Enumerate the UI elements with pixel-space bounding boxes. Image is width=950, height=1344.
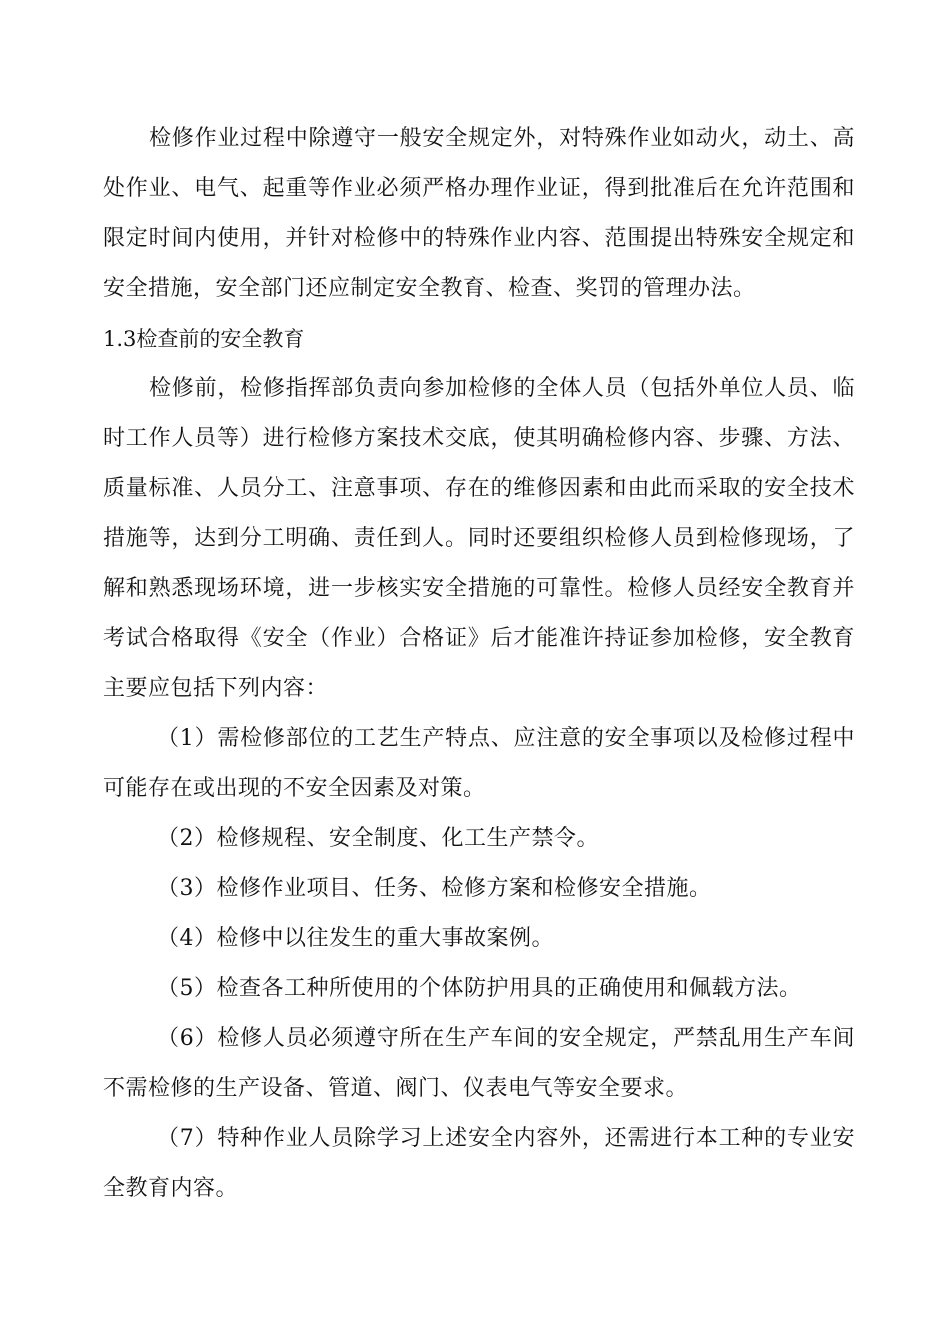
document-body (103, 114, 855, 1214)
list-item-2: （2）检修规程、安全制度、化工生产禁令。 (157, 826, 599, 851)
list-item-6: （6）检修人员必须遵守所在生产车间的安全规定，严禁乱用生产车间不需检修的生产设备、管道、阀门、仪表电气等安全要求。 (103, 1026, 855, 1101)
section-paragraph: 检修前，检修指挥部负责向参加检修的全体人员（包括外单位人员、临时工作人员等）进行检修方案技术交底，使其明确检修内容、步骤、方法、质量标准、人员分工、注意事项、存在的维修因素和由此而采取的安全技术措施等，达到分工明确、责任到人。同时还要组织检修人员到检修现场，了解和熟悉现场环境，进一步核实安全措施的可靠性。检修人员经安全教育并考试合格取得《安全（作业）合格证》后才能准许持证参加检修，安全教育主要应包括下列内容： (103, 376, 855, 701)
list-item-5: （5）检查各工种所使用的个体防护用具的正确使用和佩载方法。 (157, 976, 802, 1001)
list-item-1: （1）需检修部位的工艺生产特点、应注意的安全事项以及检修过程中可能存在或出现的不安全因素及对策。 (103, 726, 855, 801)
section-heading: 1.3检查前的安全教育 (103, 327, 305, 351)
list-item-4: （4）检修中以往发生的重大事故案例。 (157, 926, 554, 951)
list-item-3: （3）检修作业项目、任务、检修方案和检修安全措施。 (157, 876, 712, 901)
list-item-7: （7）特种作业人员除学习上述安全内容外，还需进行本工种的专业安全教育内容。 (103, 1126, 855, 1201)
intro-paragraph: 检修作业过程中除遵守一般安全规定外，对特殊作业如动火，动土、高处作业、电气、起重等作业必须严格办理作业证，得到批准后在允许范围和限定时间内使用，并针对检修中的特殊作业内容、范围提出特殊安全规定和安全措施，安全部门还应制定安全教育、检查、奖罚的管理办法。 (103, 126, 855, 301)
